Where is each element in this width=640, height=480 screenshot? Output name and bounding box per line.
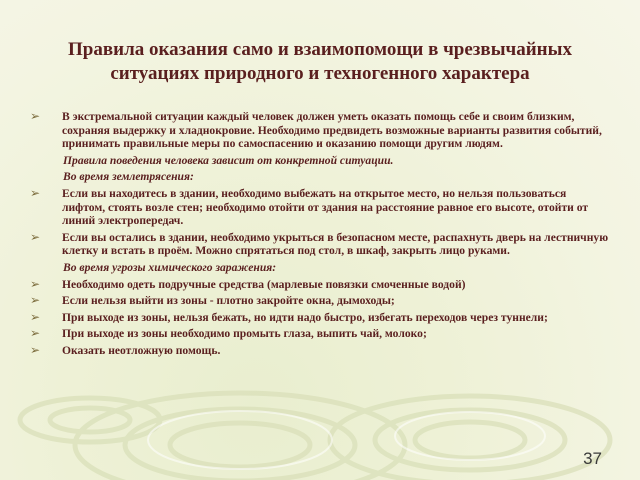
list-item-text: Если нельзя выйти из зоны - плотно закройте окна, дымоходы; <box>62 294 395 308</box>
list-item <box>30 311 610 325</box>
slide-content-list <box>30 110 610 361</box>
section-heading <box>30 170 610 184</box>
list-item-text: Правила поведения человека зависит от конкретной ситуации. <box>63 153 394 167</box>
list-item <box>30 187 610 228</box>
list-item-text: Во время угрозы химического заражения: <box>63 260 277 274</box>
slide-title-line-1: Правила оказания само и взаимопомощи в чрезвычайных <box>68 39 572 60</box>
bullet-arrow-icon: ➢ <box>30 326 41 341</box>
page-number: 37 <box>583 449 602 468</box>
list-item <box>30 327 610 341</box>
list-item-text: Оказать неотложную помощь. <box>62 343 221 357</box>
bullet-arrow-icon: ➢ <box>30 229 41 244</box>
list-item <box>30 110 610 151</box>
bullet-arrow-icon: ➢ <box>30 109 41 123</box>
section-heading <box>30 154 610 168</box>
list-item <box>30 294 610 308</box>
slide-title-line-2: ситуациях природного и техногенного характера <box>110 63 530 84</box>
slide-title <box>20 38 620 86</box>
list-item-text: Необходимо одеть подручные средства (марлевые повязки смоченные водой) <box>62 277 466 291</box>
section-heading <box>30 261 610 275</box>
list-item-text: Если вы остались в здании, необходимо укрыться в безопасном месте, распахнуть дверь на лестничную клетку и встать в проём. Можно спрятаться под стол, в шкаф, закрыть лицо руками. <box>62 230 609 258</box>
bullet-arrow-icon: ➢ <box>30 342 41 357</box>
list-item-text: При выходе из зоны необходимо промыть глаза, выпить чай, молоко; <box>62 327 427 341</box>
list-item-text: В экстремальной ситуации каждый человек должен уметь оказать помощь себе и своим близким, сохраняя выдержку и хладнокровие. Необходимо предвидеть возможные варианты развития событий, принимать правильные меры по самоспасению и оказанию помощи другим людям. <box>62 110 602 151</box>
list-item <box>30 231 610 258</box>
list-item-text: При выходе из зоны, нельзя бежать, но идти надо быстро, избегать переходов через туннели; <box>62 310 548 324</box>
list-item <box>30 278 610 292</box>
bullet-arrow-icon: ➢ <box>30 293 41 308</box>
list-item-text: Во время землетрясения: <box>63 170 194 184</box>
bullet-arrow-icon: ➢ <box>30 276 41 291</box>
list-item-text: Если вы находитесь в здании, необходимо выбежать на открытое место, но нельзя пользоваться лифтом, стоять возле стен; необходимо отойти от здания на расстояние равное его высоте, отойти от линий электропередач. <box>62 186 589 228</box>
bullet-arrow-icon: ➢ <box>30 185 41 200</box>
list-item <box>30 344 610 358</box>
bullet-arrow-icon: ➢ <box>30 309 41 324</box>
